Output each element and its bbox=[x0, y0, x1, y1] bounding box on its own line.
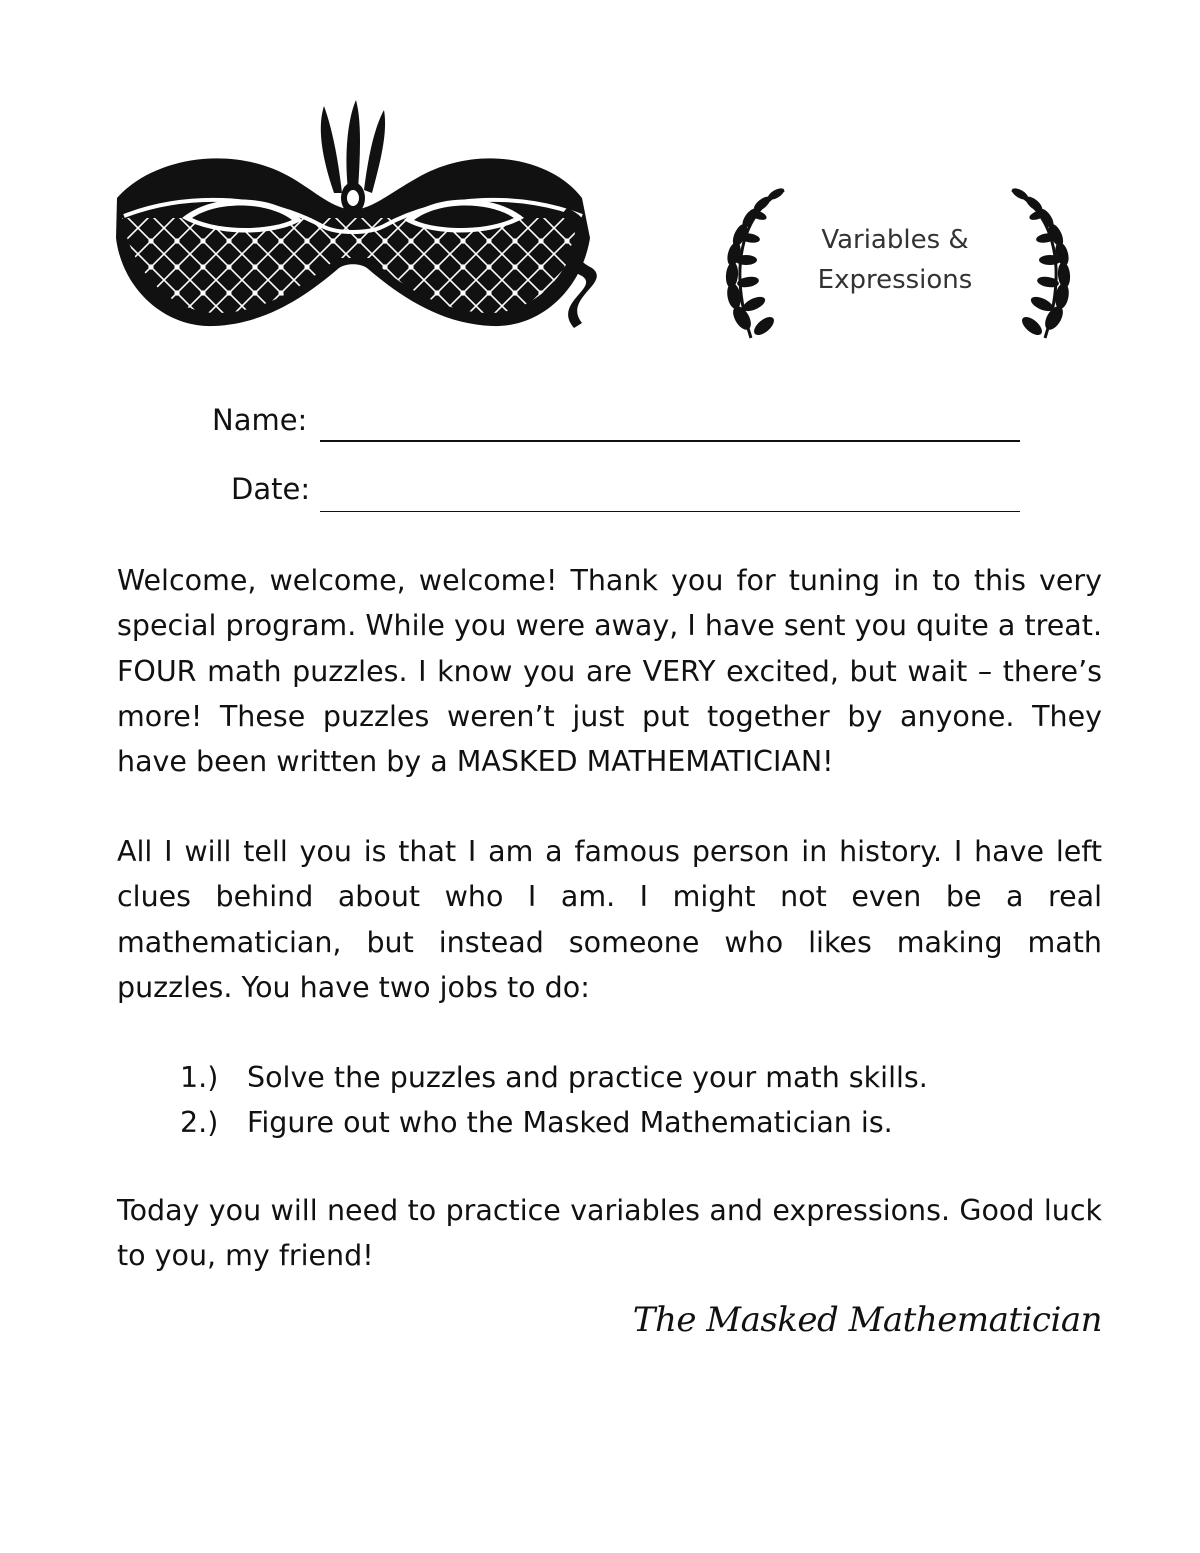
name-label: Name: bbox=[212, 403, 308, 437]
list-item bbox=[180, 1100, 928, 1145]
clue-paragraph: All I will tell you is that I am a famous person in history. I have left clues behind about who I am. I might not even be a real mathematician, but instead someone who likes making math puzzles. You have two jobs to do: bbox=[117, 835, 1102, 1004]
intro-paragraph: Welcome, welcome, welcome! Thank you for tuning in to this very special program. While you were away, I have sent you quite a treat. FOUR math puzzles. I know you are VERY excited, but wait – there’s more! These puzzles weren’t just put together by anyone. They have been written by a MASKED MATHEMATICIAN! bbox=[117, 564, 1102, 779]
date-label: Date: bbox=[231, 472, 311, 506]
date-field[interactable] bbox=[320, 511, 1020, 512]
laurel-wreath-right-icon bbox=[1000, 180, 1090, 345]
list-item bbox=[180, 1055, 928, 1100]
job-text: Figure out who the Masked Mathematician is. bbox=[247, 1106, 893, 1139]
job-text: Solve the puzzles and practice your math skills. bbox=[247, 1061, 928, 1094]
topic-line-1: Variables & bbox=[821, 225, 969, 255]
job-number: 1.) bbox=[180, 1061, 219, 1094]
job-number: 2.) bbox=[180, 1106, 219, 1139]
closing-paragraph: Today you will need to practice variables and expressions. Good luck to you, my friend! bbox=[117, 1194, 1102, 1273]
worksheet-topic bbox=[800, 220, 990, 300]
name-field[interactable] bbox=[320, 440, 1020, 442]
jobs-list bbox=[180, 1055, 928, 1145]
topic-line-2: Expressions bbox=[817, 265, 973, 295]
laurel-wreath-left-icon bbox=[706, 180, 796, 345]
masquerade-mask-icon bbox=[112, 98, 612, 340]
signature: The Masked Mathematician bbox=[632, 1300, 1102, 1340]
